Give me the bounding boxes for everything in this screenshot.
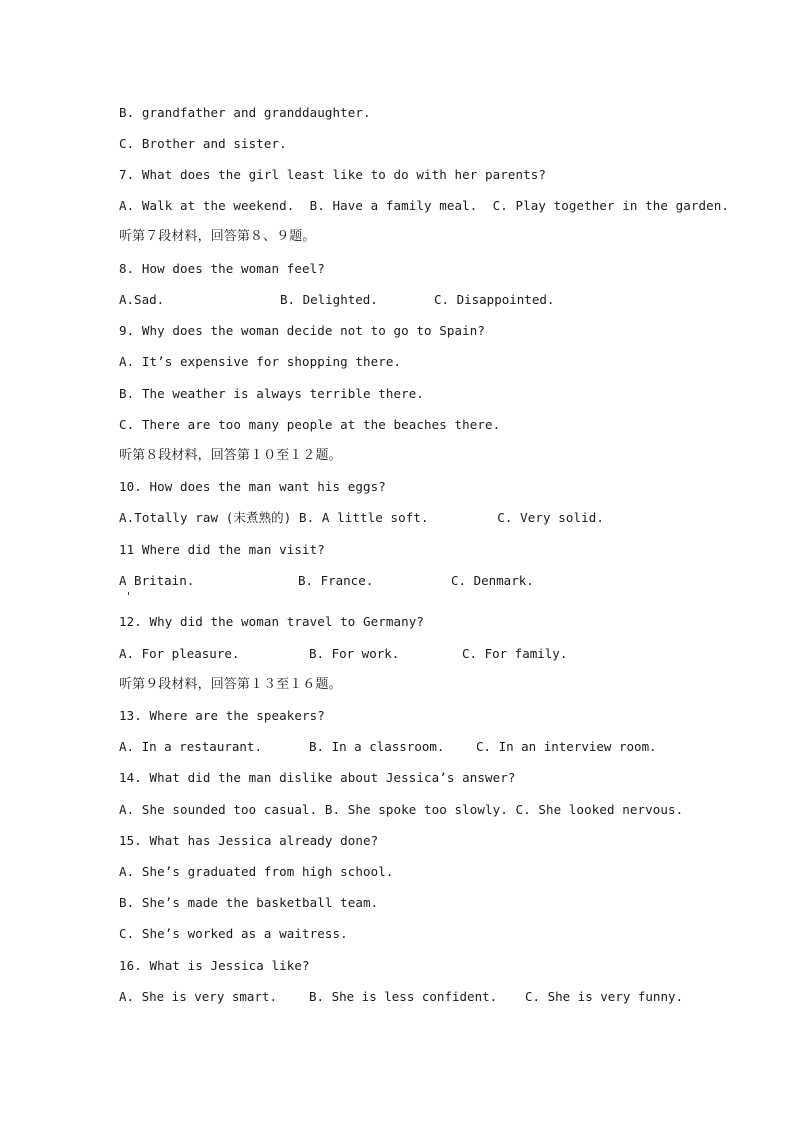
question-16-option-b: B. She is less confident. bbox=[309, 989, 498, 1004]
question-13-option-c: C. In an interview room. bbox=[476, 739, 657, 754]
question-13: 13. Where are the speakers? bbox=[119, 708, 325, 723]
question-12-option-c: C. For family. bbox=[462, 646, 568, 661]
question-14-options: A. She sounded too casual. B. She spoke too slowly. C. She looked nervous. bbox=[119, 802, 684, 817]
question-11-option-b: B. France. bbox=[298, 573, 374, 588]
section-8-heading: 听第８段材料，回答第１０至１２题。 bbox=[119, 448, 342, 463]
section-7-heading: 听第７段材料，回答第８、９题。 bbox=[119, 229, 316, 244]
question-16-option-a: A. She is very smart. bbox=[119, 989, 278, 1004]
question-9-option-b: B. The weather is always terrible there. bbox=[119, 386, 425, 401]
question-12: 12. Why did the woman travel to Germany? bbox=[119, 614, 425, 629]
question-10-options: A.Totally raw (未煮熟的) B. A little soft. C. Very solid. bbox=[119, 510, 605, 525]
question-12-option-a: A. For pleasure. bbox=[119, 646, 240, 661]
question-15-option-a: A. She’s graduated from high school. bbox=[119, 864, 394, 879]
question-9: 9. Why does the woman decide not to go to Spain? bbox=[119, 323, 486, 338]
question-16-option-c: C. She is very funny. bbox=[525, 989, 684, 1004]
question-11-option-c: C. Denmark. bbox=[451, 573, 534, 588]
question-15-option-c: C. She’s worked as a waitress. bbox=[119, 926, 348, 941]
question-8-option-c: C. Disappointed. bbox=[434, 292, 555, 307]
question-7: 7. What does the girl least like to do with her parents? bbox=[119, 167, 547, 182]
question-12-option-b: B. For work. bbox=[309, 646, 400, 661]
question-14: 14. What did the man dislike about Jessica’s answer? bbox=[119, 770, 516, 785]
question-15-option-b: B. She’s made the basketball team. bbox=[119, 895, 379, 910]
print-speck bbox=[128, 592, 129, 595]
question-13-option-a: A. In a restaurant. bbox=[119, 739, 262, 754]
question-7-options: A. Walk at the weekend. B. Have a family meal. C. Play together in the garden. bbox=[119, 198, 730, 213]
q6-option-c: C. Brother and sister. bbox=[119, 136, 287, 151]
question-9-option-c: C. There are too many people at the beaches there. bbox=[119, 417, 501, 432]
question-9-option-a: A. It’s expensive for shopping there. bbox=[119, 354, 402, 369]
question-16: 16. What is Jessica like? bbox=[119, 958, 310, 973]
question-8-option-a: A.Sad. bbox=[119, 292, 165, 307]
question-10: 10. How does the man want his eggs? bbox=[119, 479, 386, 494]
question-15: 15. What has Jessica already done? bbox=[119, 833, 379, 848]
q6-option-b: B. grandfather and granddaughter. bbox=[119, 105, 371, 120]
question-11: 11 Where did the man visit? bbox=[119, 542, 325, 557]
question-8: 8. How does the woman feel? bbox=[119, 261, 325, 276]
question-11-option-a: A Britain. bbox=[119, 573, 195, 588]
section-9-heading: 听第９段材料，回答第１３至１６题。 bbox=[119, 677, 342, 692]
question-8-option-b: B. Delighted. bbox=[280, 292, 378, 307]
question-13-option-b: B. In a classroom. bbox=[309, 739, 445, 754]
